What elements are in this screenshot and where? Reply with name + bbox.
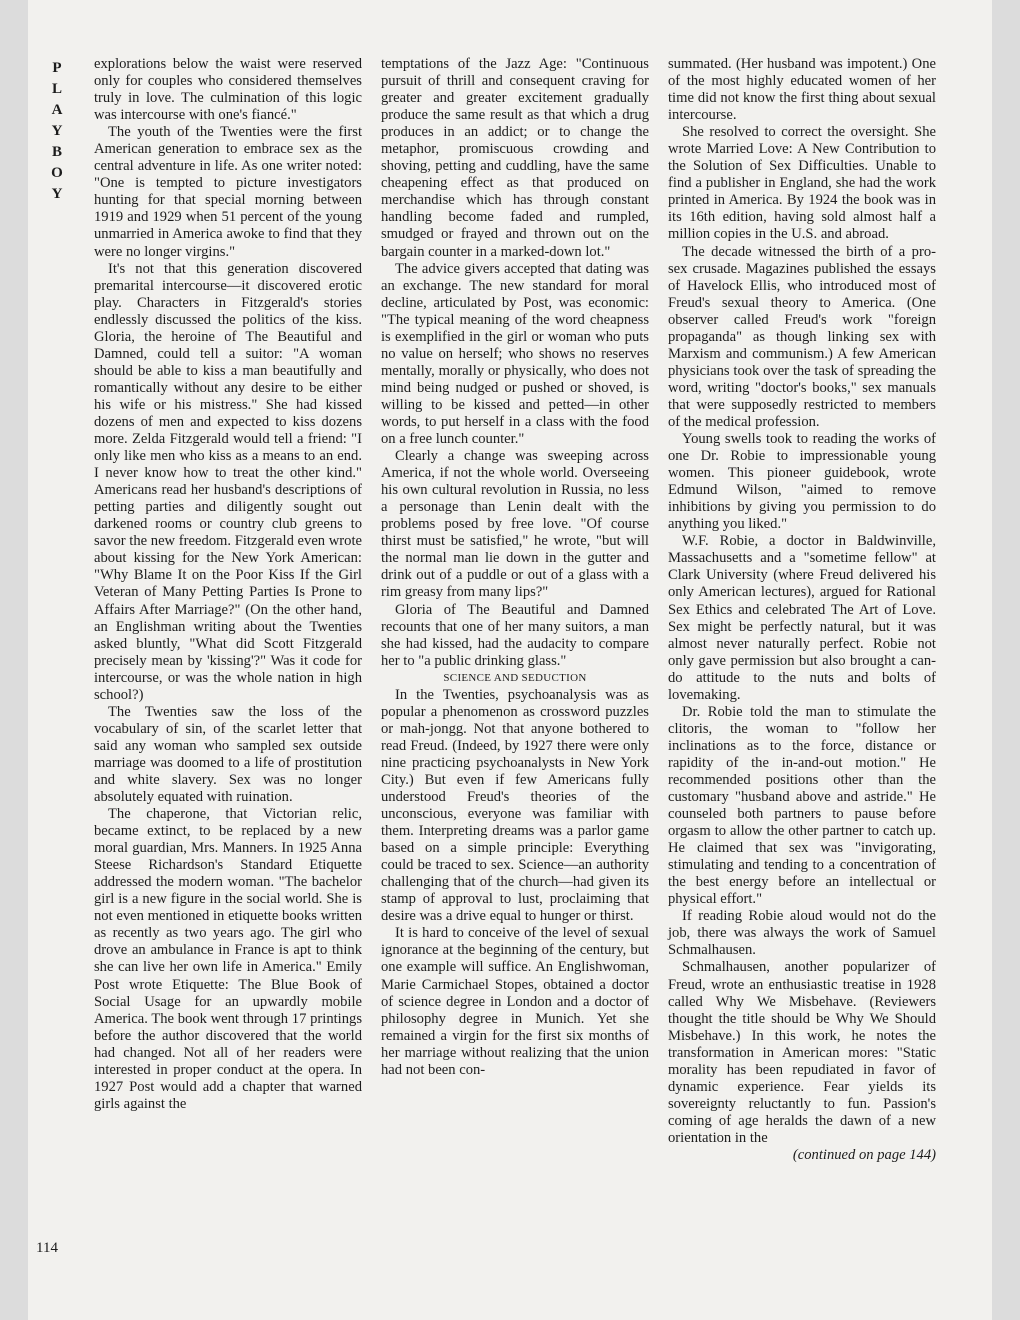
paragraph: summated. (Her husband was impotent.) One of the most highly educated women of her time did not know the first thing about sexual intercourse. bbox=[668, 56, 936, 124]
paragraph: It's not that this generation discovered premarital intercourse—it discovered erotic play. Characters in Fitzgerald's stories endlessly discussed the politics of the kiss. Gloria, the heroine of The Beautiful and Damned, could tell a suitor: "A woman should be able to kiss a man beautifully and romantically without any desire to be either his wife or his mistress." She had kissed dozens of men and expected to kiss dozens more. Zelda Fitzgerald would tell a friend: "I only like men who kiss as a means to an end. I never know how to treat the other kind." Americans read her husband's descriptions of petting parties and diligently sought out darkened rooms or country club greens to savor the new freedom. Fitzgerald even wrote about kissing for the New York American: "Why Blame It on the Poor Kiss If the Girl Veteran of Many Petting Parties Is Prone to Affairs After Marriage?" (On the other hand, an Englishman writing about the Twenties asked bluntly, "What did Scott Fitzgerald precisely mean by 'kissing'?" Was it code for intercourse, or was the whole nation in high school?) bbox=[94, 260, 362, 703]
paragraph: temptations of the Jazz Age: "Continuous pursuit of thrill and consequent craving for greater and greater excitement gradually produce the same result as that which a drug produces in an addict; or to change the metaphor, promiscuous crowding and shoving, petting and cuddling, have the same cheapening effect as that produced on merchandise which has through constant handling become faded and rumpled, smudged or frayed and thrown out on the bargain counter in a marked-down lot." bbox=[381, 56, 649, 260]
paragraph: Young swells took to reading the works of one Dr. Robie to impressionable young women. This pioneer guidebook, wrote Edmund Wilson, "aimed to remove inhibitions by giving you permission to do anything you liked." bbox=[668, 431, 936, 533]
page-number: 114 bbox=[36, 1240, 58, 1256]
column-1 bbox=[94, 56, 362, 1113]
paragraph: In the Twenties, psychoanalysis was as popular a phenomenon as crossword puzzles or mah-jongg. Not that anyone bothered to read Freud. (Indeed, by 1927 there were only nine practicing psychoanalysts in New York City.) But even if few Americans fully understood Freud's theories of the unconscious, everyone was familiar with them. Interpreting dreams was a parlor game based on a simple principle: Everything could be traced to sex. Science—an authority challenging that of the church—had given its stamp of approval to lust, proclaiming that desire was a drive equal to hunger or thirst. bbox=[381, 686, 649, 925]
paragraph: Dr. Robie told the man to stimulate the clitoris, the woman to "follow her inclinations as to the force, distance or rapidity of the in-and-out motion." He recommended positions other than the customary "husband above and astride." He counseled both partners to pause before orgasm to allow the other partner to catch up. He claimed that sex was "invigorating, stimulating and tending to a concentration of the best energy before an intellectual or physical effort." bbox=[668, 703, 936, 908]
paragraph: The youth of the Twenties were the first American generation to embrace sex as the central adventure in life. As one writer noted: "One is tempted to picture investigators hunting for that special morning between 1919 and 1929 when 51 percent of the young unmarried in America awoke to find that they were no longer virgins." bbox=[94, 124, 362, 260]
paragraph: Schmalhausen, another popularizer of Freud, wrote an enthusiastic treatise in 1928 called Why We Misbehave. (Reviewers thought the title should be Why We Should Misbehave.) In this work, he notes the transformation in American mores: "Static morality has been repudiated in favor of dynamic experience. Fear yields its sovereignty reluctantly to fun. Passion's coming of age heralds the dawn of a new orientation in the bbox=[668, 959, 936, 1146]
paragraph: W.F. Robie, a doctor in Baldwinville, Massachusetts and a "sometime fellow" at Clark University (where Freud delivered his only American lectures), argued for Rational Sex Ethics and celebrated The Art of Love. Sex might be perfectly natural, but it was almost never naturally perfect. Robie not only gave permission but also brought a can-do attitude to the nuts and bolts of lovemaking. bbox=[668, 533, 936, 703]
column-2 bbox=[381, 56, 649, 1079]
paragraph: Clearly a change was sweeping across America, if not the whole world. Overseeing his own cultural revolution in Russia, no less a personage than Lenin dealt with the problems posed by free love. "Of course thirst must be satisfied," he wrote, "but will the normal man lie down in the gutter and drink out of a puddle or out of a glass with a rim greasy from many lips?" bbox=[381, 448, 649, 601]
continued-note: (continued on page 144) bbox=[792, 1147, 936, 1163]
paragraph: The decade witnessed the birth of a pro-sex crusade. Magazines published the essays of Havelock Ellis, who introduced most of Freud's sexual theory to America. (One observer called Freud's work "foreign propaganda" as though linking sex with Marxism and communism.) A few American physicians took over the task of spreading the word, writing "doctor's books," sex manuals that were supposedly restricted to members of the medical profession. bbox=[668, 243, 936, 430]
paragraph: The Twenties saw the loss of the vocabulary of sin, of the scarlet letter that said any woman who sampled sex outside marriage was doomed to a life of prostitution and white slavery. Sex was no longer absolutely equated with ruination. bbox=[94, 703, 362, 806]
paragraph: It is hard to conceive of the level of sexual ignorance at the beginning of the century, but one example will suffice. An Englishwoman, Marie Carmichael Stopes, obtained a doctor of science degree in London and a doctor of philosophy degree in Munich. Yet she remained a virgin for the first six months of her marriage without realizing that the union had not been con- bbox=[381, 925, 649, 1078]
column-3 bbox=[668, 56, 936, 1164]
paragraph: explorations below the waist were reserved only for couples who considered themselves truly in love. The culmination of this logic was intercourse with one's fiancé." bbox=[94, 56, 362, 124]
paragraph: She resolved to correct the oversight. She wrote Married Love: A New Contribution to the Solution of Sex Difficulties. Unable to find a publisher in England, she had the work printed in America. By 1924 the book was in its 16th edition, having sold almost half a million copies in the U.S. and abroad. bbox=[668, 124, 936, 243]
paragraph: Gloria of The Beautiful and Damned recounts that one of her many suitors, a man she had kissed, had the audacity to compare her to "a public drinking glass." bbox=[381, 601, 649, 669]
magazine-page bbox=[28, 0, 992, 1320]
masthead-vertical: P L A Y B O Y bbox=[51, 60, 63, 202]
paragraph: The chaperone, that Victorian relic, became extinct, to be replaced by a new moral guardian, Mrs. Manners. In 1925 Anna Steese Richardson's Standard Etiquette addressed the modern woman. "The bachelor girl is a new figure in the social world. She is not even mentioned in etiquette books written as recently as two years ago. The girl who drove an ambulance in France is apt to think she can live her own life in America." Emily Post wrote Etiquette: The Blue Book of Social Usage for an upwardly mobile America. The book went through 17 printings before the author discovered that the world had changed. Not all of her readers were interested in proper conduct at the opera. In 1927 Post would add a chapter that warned girls against the bbox=[94, 806, 362, 1112]
paragraph: The advice givers accepted that dating was an exchange. The new standard for moral decline, articulated by Post, was economic: "The typical meaning of the word cheapness is exemplified in the girl or woman who puts no value on herself; who shows no reserves mentally, morally or physically, who does not mind being nudged or pushed or shoved, is willing to be kissed and petted—in other words, to put herself in a class with the food on a free lunch counter." bbox=[381, 260, 649, 448]
paragraph: If reading Robie aloud would not do the job, there was always the work of Samuel Schmalhausen. bbox=[668, 908, 936, 959]
section-subhead: SCIENCE AND SEDUCTION bbox=[443, 671, 587, 684]
